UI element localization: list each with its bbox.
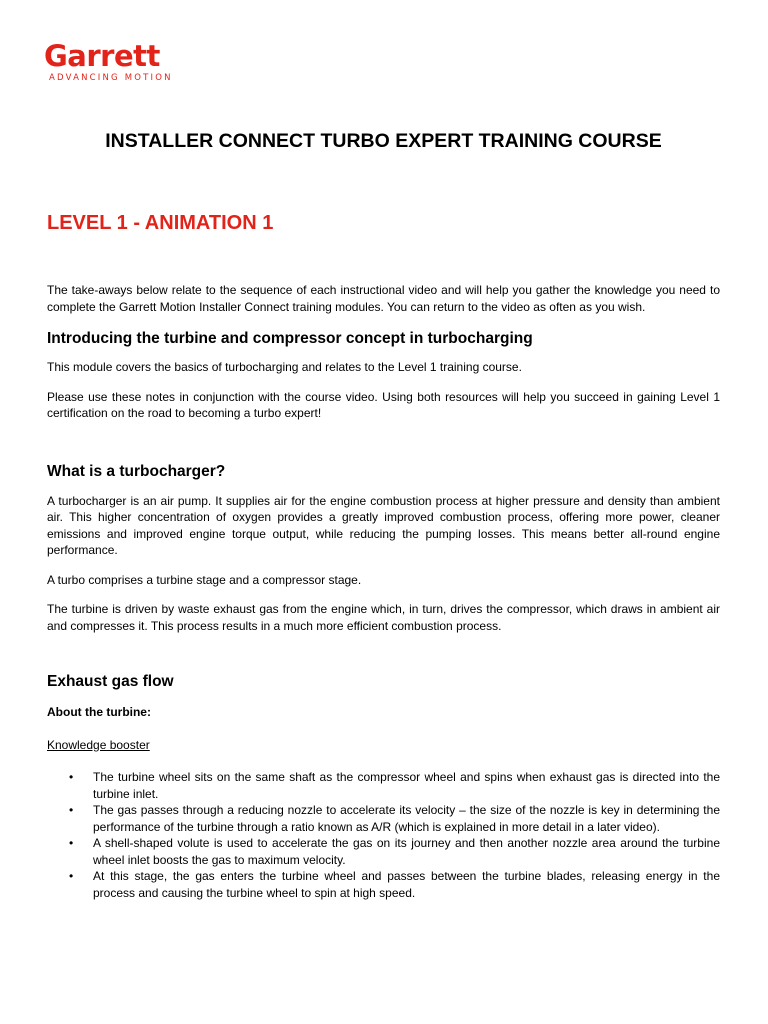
list-item bbox=[47, 835, 720, 868]
list-item bbox=[47, 802, 720, 835]
list-item-text: The turbine wheel sits on the same shaft as the compressor wheel and spins when exhaust gas is directed into the turbine inlet. bbox=[93, 770, 720, 801]
garrett-logo bbox=[44, 40, 173, 83]
list-item-text: The gas passes through a reducing nozzle to accelerate its velocity – the size of the nozzle is key in determining the performance of the turbine through a ratio known as A/R (which is explained in more detail in a later video). bbox=[93, 803, 720, 834]
logo-wordmark: Garrett bbox=[44, 39, 160, 73]
bullet-icon: • bbox=[69, 836, 74, 850]
bullet-icon: • bbox=[69, 869, 74, 883]
section2-paragraph-2: A turbo comprises a turbine stage and a compressor stage. bbox=[47, 572, 362, 587]
section-turbine-compressor-heading: Introducing the turbine and compressor concept in turbocharging bbox=[47, 330, 533, 347]
logo-tagline: ADVANCING MOTION bbox=[49, 73, 173, 83]
list-item-text: A shell-shaped volute is used to accelerate the gas on its journey and then another nozzle area around the turbine wheel inlet boosts the gas to maximum velocity. bbox=[93, 836, 720, 867]
list-item bbox=[47, 868, 720, 901]
list-item bbox=[47, 769, 720, 802]
section-exhaust-gas-flow-heading: Exhaust gas flow bbox=[47, 673, 174, 690]
list-item-text: At this stage, the gas enters the turbine wheel and passes between the turbine blades, releasing energy in the process and causing the turbine wheel to spin at high speed. bbox=[93, 869, 720, 900]
level-heading: LEVEL 1 - ANIMATION 1 bbox=[47, 212, 274, 234]
document-flow bbox=[47, 282, 720, 901]
section2-paragraph-1: A turbocharger is an air pump. It supplies air for the engine combustion process at higher pressure and density than ambient air. This higher concentration of oxygen provides a greatly improved combustion process, offering more power, cleaner emissions and improved engine torque output, while reducing the pumping losses. This means better all-round engine performance. bbox=[47, 493, 720, 557]
bullet-icon: • bbox=[69, 803, 74, 817]
section1-paragraph-2: Please use these notes in conjunction with the course video. Using both resources will help you succeed in gaining Level 1 certification on the road to becoming a turbo expert! bbox=[47, 389, 720, 420]
bullet-icon: • bbox=[69, 770, 74, 784]
section1-paragraph-1: This module covers the basics of turbocharging and relates to the Level 1 training course. bbox=[47, 360, 522, 374]
section-what-is-turbocharger-heading: What is a turbocharger? bbox=[47, 462, 226, 480]
about-turbine-subheading: About the turbine: bbox=[47, 705, 151, 719]
intro-paragraph: The take-aways below relate to the sequence of each instructional video and will help you gather the knowledge you need to complete the Garrett Motion Installer Connect training modules. You can return to the video as often as you wish. bbox=[47, 283, 720, 314]
section2-paragraph-3: The turbine is driven by waste exhaust gas from the engine which, in turn, drives the compressor, which draws in ambient air and compresses it. This process results in a much more efficient combustion process. bbox=[47, 602, 720, 633]
knowledge-booster-list bbox=[47, 769, 720, 901]
knowledge-booster-label: Knowledge booster bbox=[47, 737, 150, 752]
document-title: INSTALLER CONNECT TURBO EXPERT TRAINING COURSE bbox=[105, 130, 662, 152]
